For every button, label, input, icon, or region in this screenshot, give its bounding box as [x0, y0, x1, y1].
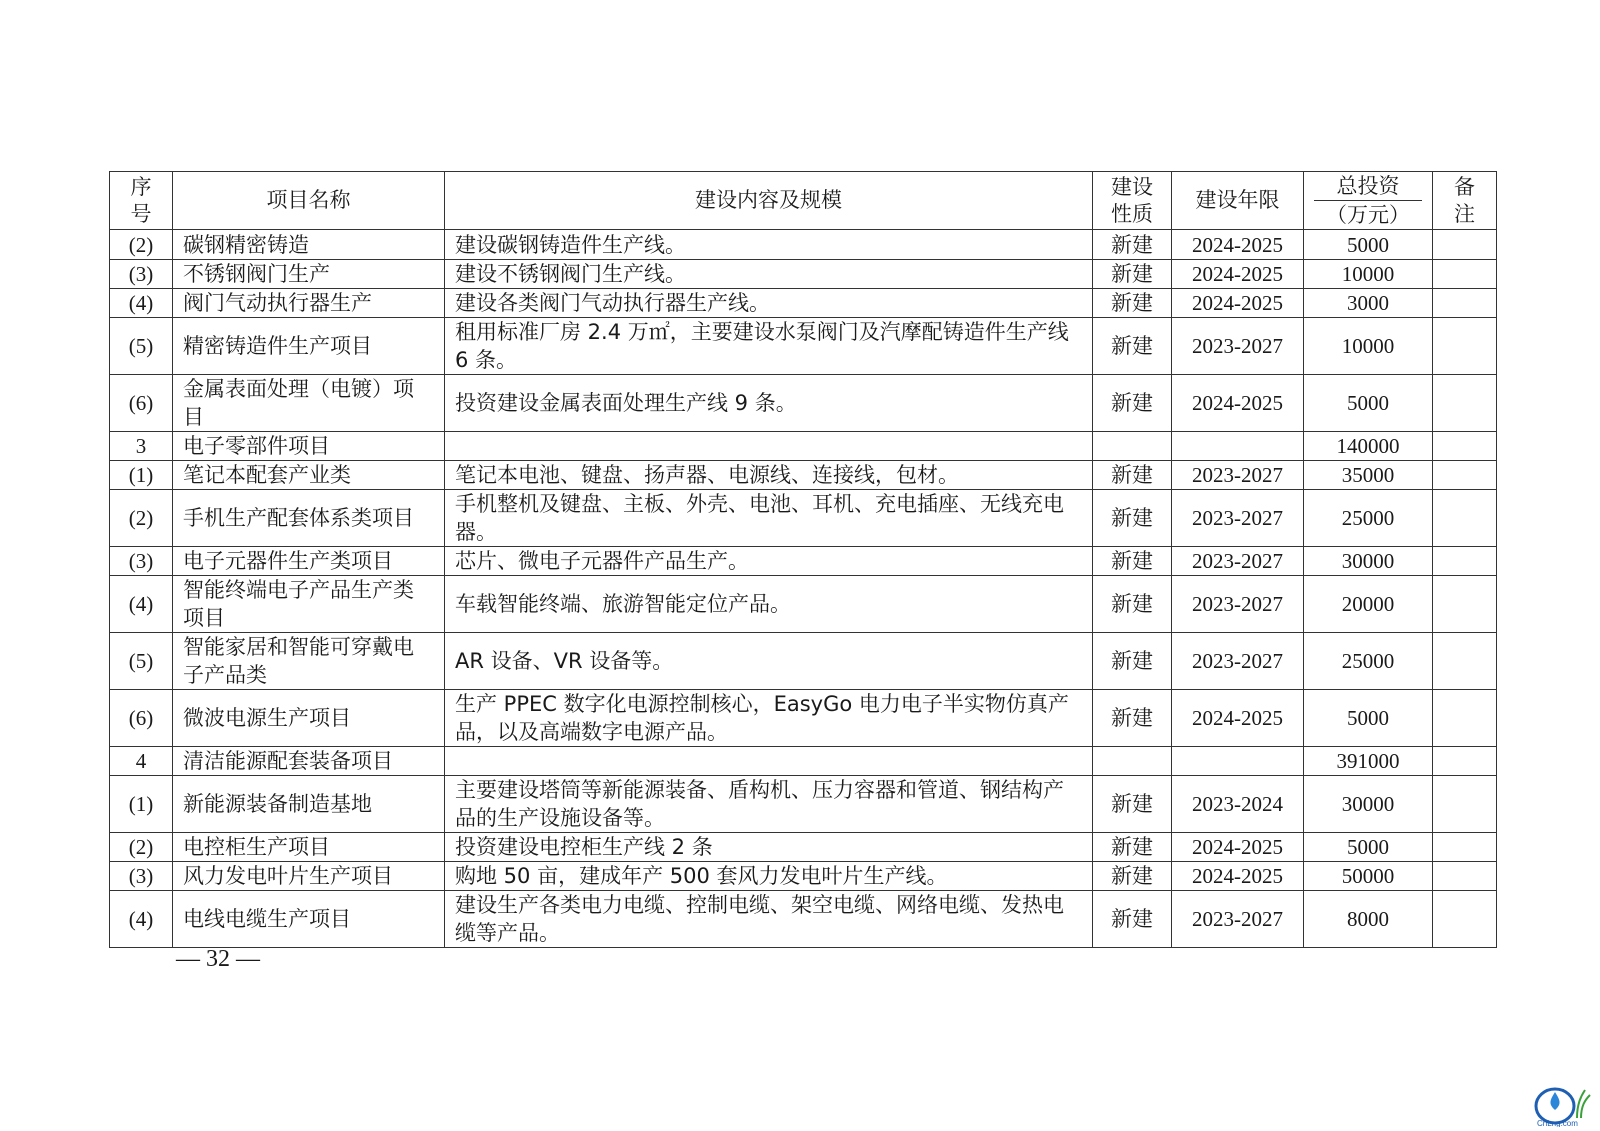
table-row	[110, 862, 1497, 891]
cell-investment: 8000	[1304, 891, 1433, 948]
cell-nature	[1093, 432, 1172, 461]
cell-nature: 新建	[1093, 776, 1172, 833]
cell-period: 2024-2025	[1172, 289, 1304, 318]
cell-seq: (6)	[110, 375, 173, 432]
table-row	[110, 260, 1497, 289]
cell-nature: 新建	[1093, 375, 1172, 432]
cell-name: 精密铸造件生产项目	[173, 318, 445, 375]
cell-investment: 140000	[1304, 432, 1433, 461]
cell-seq: 3	[110, 432, 173, 461]
cell-content: 建设碳钢铸造件生产线。	[445, 230, 1093, 260]
cell-remark	[1433, 432, 1497, 461]
cell-seq: (5)	[110, 318, 173, 375]
cell-content: 手机整机及键盘、主板、外壳、电池、耳机、充电插座、无线充电器。	[445, 490, 1093, 547]
cell-name: 电控柜生产项目	[173, 833, 445, 862]
table-row	[110, 375, 1497, 432]
cell-nature: 新建	[1093, 690, 1172, 747]
cell-content: 芯片、微电子元器件产品生产。	[445, 547, 1093, 576]
cell-investment: 10000	[1304, 318, 1433, 375]
cell-period: 2023-2024	[1172, 776, 1304, 833]
cell-content: 购地 50 亩，建成年产 500 套风力发电叶片生产线。	[445, 862, 1093, 891]
cell-nature: 新建	[1093, 490, 1172, 547]
cell-investment: 5000	[1304, 375, 1433, 432]
cell-period: 2023-2027	[1172, 633, 1304, 690]
cell-content: 建设不锈钢阀门生产线。	[445, 260, 1093, 289]
cell-content: 投资建设金属表面处理生产线 9 条。	[445, 375, 1093, 432]
cell-seq: (4)	[110, 576, 173, 633]
table-row	[110, 318, 1497, 375]
table-row	[110, 776, 1497, 833]
header-period: 建设年限	[1172, 172, 1304, 230]
cell-investment: 5000	[1304, 833, 1433, 862]
cell-seq: (5)	[110, 633, 173, 690]
cell-period: 2023-2027	[1172, 461, 1304, 490]
cell-investment: 5000	[1304, 230, 1433, 260]
cell-seq: (6)	[110, 690, 173, 747]
cell-period: 2024-2025	[1172, 690, 1304, 747]
table-row	[110, 833, 1497, 862]
header-row	[110, 172, 1497, 230]
cell-period: 2024-2025	[1172, 862, 1304, 891]
cell-remark	[1433, 547, 1497, 576]
table-row	[110, 230, 1497, 260]
cell-period: 2023-2027	[1172, 576, 1304, 633]
cell-remark	[1433, 461, 1497, 490]
table-row	[110, 461, 1497, 490]
cell-name: 阀门气动执行器生产	[173, 289, 445, 318]
cell-period: 2023-2027	[1172, 891, 1304, 948]
header-nature: 建设性质	[1093, 172, 1172, 230]
cell-period: 2024-2025	[1172, 833, 1304, 862]
cell-nature: 新建	[1093, 289, 1172, 318]
page-number: — 32 —	[176, 946, 260, 972]
cell-investment: 5000	[1304, 690, 1433, 747]
header-seq: 序号	[110, 172, 173, 230]
cell-period	[1172, 432, 1304, 461]
cell-content: AR 设备、VR 设备等。	[445, 633, 1093, 690]
cell-period: 2024-2025	[1172, 260, 1304, 289]
header-investment-top: 总投资	[1314, 172, 1422, 201]
cell-remark	[1433, 633, 1497, 690]
cell-name: 金属表面处理（电镀）项目	[173, 375, 445, 432]
cell-nature: 新建	[1093, 862, 1172, 891]
table-row	[110, 747, 1497, 776]
table-row	[110, 547, 1497, 576]
cell-content	[445, 432, 1093, 461]
project-table	[109, 171, 1497, 948]
cell-seq: (2)	[110, 230, 173, 260]
cell-remark	[1433, 833, 1497, 862]
cell-name: 不锈钢阀门生产	[173, 260, 445, 289]
table-row	[110, 891, 1497, 948]
cell-seq: (1)	[110, 461, 173, 490]
cell-investment: 50000	[1304, 862, 1433, 891]
cell-period	[1172, 747, 1304, 776]
cell-investment: 30000	[1304, 547, 1433, 576]
cell-nature: 新建	[1093, 318, 1172, 375]
cell-content	[445, 747, 1093, 776]
cell-investment: 3000	[1304, 289, 1433, 318]
cell-remark	[1433, 747, 1497, 776]
table-row	[110, 690, 1497, 747]
cell-remark	[1433, 375, 1497, 432]
cell-seq: (1)	[110, 776, 173, 833]
cell-period: 2023-2027	[1172, 490, 1304, 547]
table-row	[110, 490, 1497, 547]
header-content: 建设内容及规模	[445, 172, 1093, 230]
cell-content: 车载智能终端、旅游智能定位产品。	[445, 576, 1093, 633]
cell-investment: 30000	[1304, 776, 1433, 833]
cell-remark	[1433, 862, 1497, 891]
cell-nature: 新建	[1093, 891, 1172, 948]
table-row	[110, 432, 1497, 461]
cell-seq: (2)	[110, 833, 173, 862]
cell-period: 2023-2027	[1172, 547, 1304, 576]
cell-seq: (2)	[110, 490, 173, 547]
cell-name: 电子元器件生产类项目	[173, 547, 445, 576]
cell-nature: 新建	[1093, 260, 1172, 289]
cell-remark	[1433, 891, 1497, 948]
cell-content: 生产 PPEC 数字化电源控制核心，EasyGo 电力电子半实物仿真产品，以及高端数字电源产品。	[445, 690, 1093, 747]
cell-seq: (4)	[110, 891, 173, 948]
cell-name: 清洁能源配套装备项目	[173, 747, 445, 776]
cell-seq: (3)	[110, 547, 173, 576]
header-remark: 备注	[1433, 172, 1497, 230]
cell-investment: 20000	[1304, 576, 1433, 633]
cell-name: 新能源装备制造基地	[173, 776, 445, 833]
header-name: 项目名称	[173, 172, 445, 230]
cell-remark	[1433, 776, 1497, 833]
cell-name: 笔记本配套产业类	[173, 461, 445, 490]
cell-content: 租用标准厂房 2.4 万㎡，主要建设水泵阀门及汽摩配铸造件生产线 6 条。	[445, 318, 1093, 375]
site-logo-icon	[1533, 1082, 1593, 1127]
cell-name: 风力发电叶片生产项目	[173, 862, 445, 891]
cell-nature: 新建	[1093, 633, 1172, 690]
cell-nature: 新建	[1093, 461, 1172, 490]
cell-name: 智能家居和智能可穿戴电子产品类	[173, 633, 445, 690]
cell-name: 微波电源生产项目	[173, 690, 445, 747]
cell-nature	[1093, 747, 1172, 776]
cell-seq: (3)	[110, 260, 173, 289]
table-body	[110, 230, 1497, 948]
cell-remark	[1433, 230, 1497, 260]
cell-investment: 10000	[1304, 260, 1433, 289]
cell-seq: 4	[110, 747, 173, 776]
watermark-text: CnLng.com	[1537, 1119, 1578, 1127]
cell-content: 建设各类阀门气动执行器生产线。	[445, 289, 1093, 318]
cell-investment: 25000	[1304, 490, 1433, 547]
header-investment-bottom: （万元）	[1326, 203, 1410, 227]
table-row	[110, 633, 1497, 690]
cell-nature: 新建	[1093, 576, 1172, 633]
cell-name: 电子零部件项目	[173, 432, 445, 461]
cell-name: 电线电缆生产项目	[173, 891, 445, 948]
cell-remark	[1433, 490, 1497, 547]
cell-remark	[1433, 690, 1497, 747]
cell-nature: 新建	[1093, 230, 1172, 260]
table-row	[110, 576, 1497, 633]
cell-investment: 35000	[1304, 461, 1433, 490]
cell-period: 2023-2027	[1172, 318, 1304, 375]
cell-remark	[1433, 318, 1497, 375]
cell-content: 投资建设电控柜生产线 2 条	[445, 833, 1093, 862]
header-investment	[1304, 172, 1433, 230]
cell-period: 2024-2025	[1172, 375, 1304, 432]
cell-remark	[1433, 576, 1497, 633]
cell-name: 智能终端电子产品生产类项目	[173, 576, 445, 633]
cell-remark	[1433, 289, 1497, 318]
cell-content: 建设生产各类电力电缆、控制电缆、架空电缆、网络电缆、发热电缆等产品。	[445, 891, 1093, 948]
cell-name: 手机生产配套体系类项目	[173, 490, 445, 547]
cell-name: 碳钢精密铸造	[173, 230, 445, 260]
cell-seq: (4)	[110, 289, 173, 318]
cell-investment: 25000	[1304, 633, 1433, 690]
table-row	[110, 289, 1497, 318]
cell-seq: (3)	[110, 862, 173, 891]
cell-nature: 新建	[1093, 547, 1172, 576]
cell-content: 笔记本电池、键盘、扬声器、电源线、连接线，包材。	[445, 461, 1093, 490]
cell-investment: 391000	[1304, 747, 1433, 776]
cell-content: 主要建设塔筒等新能源装备、盾构机、压力容器和管道、钢结构产品的生产设施设备等。	[445, 776, 1093, 833]
cell-period: 2024-2025	[1172, 230, 1304, 260]
cell-remark	[1433, 260, 1497, 289]
cell-nature: 新建	[1093, 833, 1172, 862]
